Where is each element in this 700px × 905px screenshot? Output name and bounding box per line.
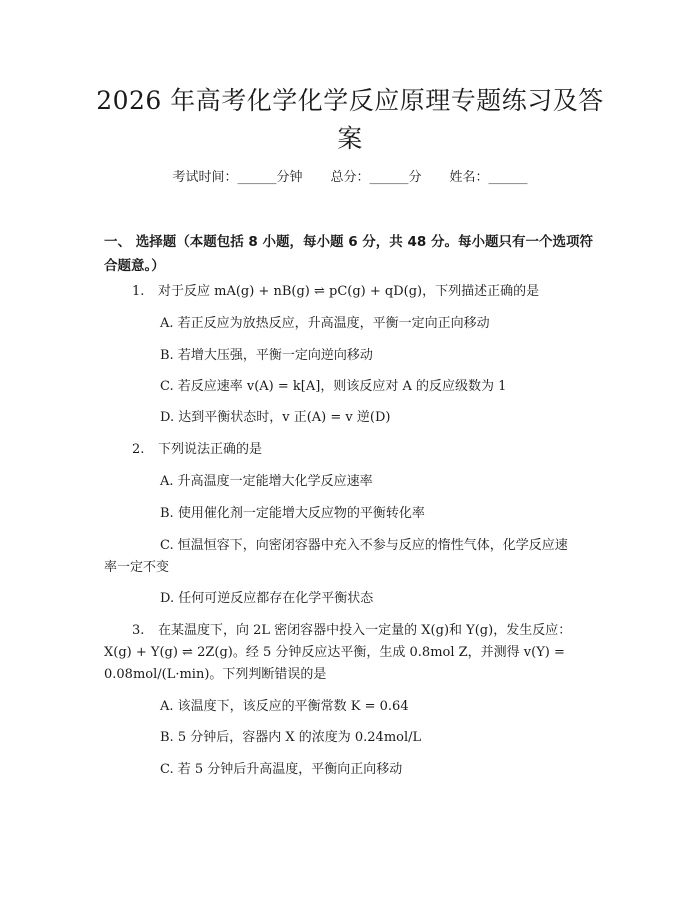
question-1-stem (132, 282, 539, 302)
exam-time: 考试时间：______分钟 (172, 170, 303, 185)
question-text: 在某温度下，向 2L 密闭容器中投入一定量的 X(g)和 Y(g)，发生反应： (158, 623, 572, 638)
question-1-option-b: B. 若增大压强，平衡一定向逆向移动 (160, 348, 373, 363)
question-3-stem-line-3: 0.08mol/(L·min)。下列判断错误的是 (104, 667, 327, 682)
question-3-option-c: C. 若 5 分钟后升高温度，平衡向正向移动 (160, 762, 403, 777)
title-line-2: 案 (337, 124, 363, 153)
question-text: 下列说法正确的是 (158, 442, 263, 457)
section-heading (104, 230, 596, 278)
title-line-1: 2026 年高考化学化学反应原理专题练习及答 (96, 86, 604, 115)
exam-info-bar (0, 168, 700, 188)
question-1-option-d: D. 达到平衡状态时，v 正(A) = v 逆(D) (160, 410, 391, 425)
section-heading-line-2: 合题意。） (104, 258, 165, 274)
student-name: 姓名：______ (449, 170, 528, 185)
question-2-option-c-continued: 率一定不变 (104, 560, 170, 575)
question-3-stem (132, 621, 571, 641)
question-number: 3. (132, 623, 145, 638)
question-number: 1. (132, 284, 145, 299)
question-3-option-b: B. 5 分钟后，容器内 X 的浓度为 0.24mol/L (160, 730, 422, 745)
question-2-option-d: D. 任何可逆反应都存在化学平衡状态 (160, 591, 374, 606)
question-number: 2. (132, 442, 145, 457)
total-score: 总分：______分 (330, 170, 422, 185)
question-2-option-a: A. 升高温度一定能增大化学反应速率 (160, 474, 373, 489)
question-3-option-a: A. 该温度下，该反应的平衡常数 K = 0.64 (160, 699, 409, 714)
question-3-stem-line-2: X(g) + Y(g) ⇌ 2Z(g)。经 5 分钟反应达平衡，生成 0.8mol Z，并测得 v(Y) = (104, 645, 565, 660)
question-2-stem (132, 440, 262, 460)
question-2-option-c: C. 恒温恒容下，向密闭容器中充入不参与反应的惰性气体，化学反应速 (160, 538, 568, 553)
section-heading-line-1: 一、 选择题（本题包括 8 小题，每小题 6 分，共 48 分。每小题只有一个选项符 (104, 234, 593, 250)
question-2-option-b: B. 使用催化剂一定能增大反应物的平衡转化率 (160, 506, 425, 521)
question-text: 对于反应 mA(g) + nB(g) ⇌ pC(g) + qD(g)，下列描述正确的是 (158, 284, 540, 299)
page-title (90, 82, 610, 158)
question-1-option-a: A. 若正反应为放热反应，升高温度，平衡一定向正向移动 (160, 316, 490, 331)
question-1-option-c: C. 若反应速率 v(A) = k[A]，则该反应对 A 的反应级数为 1 (160, 379, 507, 394)
